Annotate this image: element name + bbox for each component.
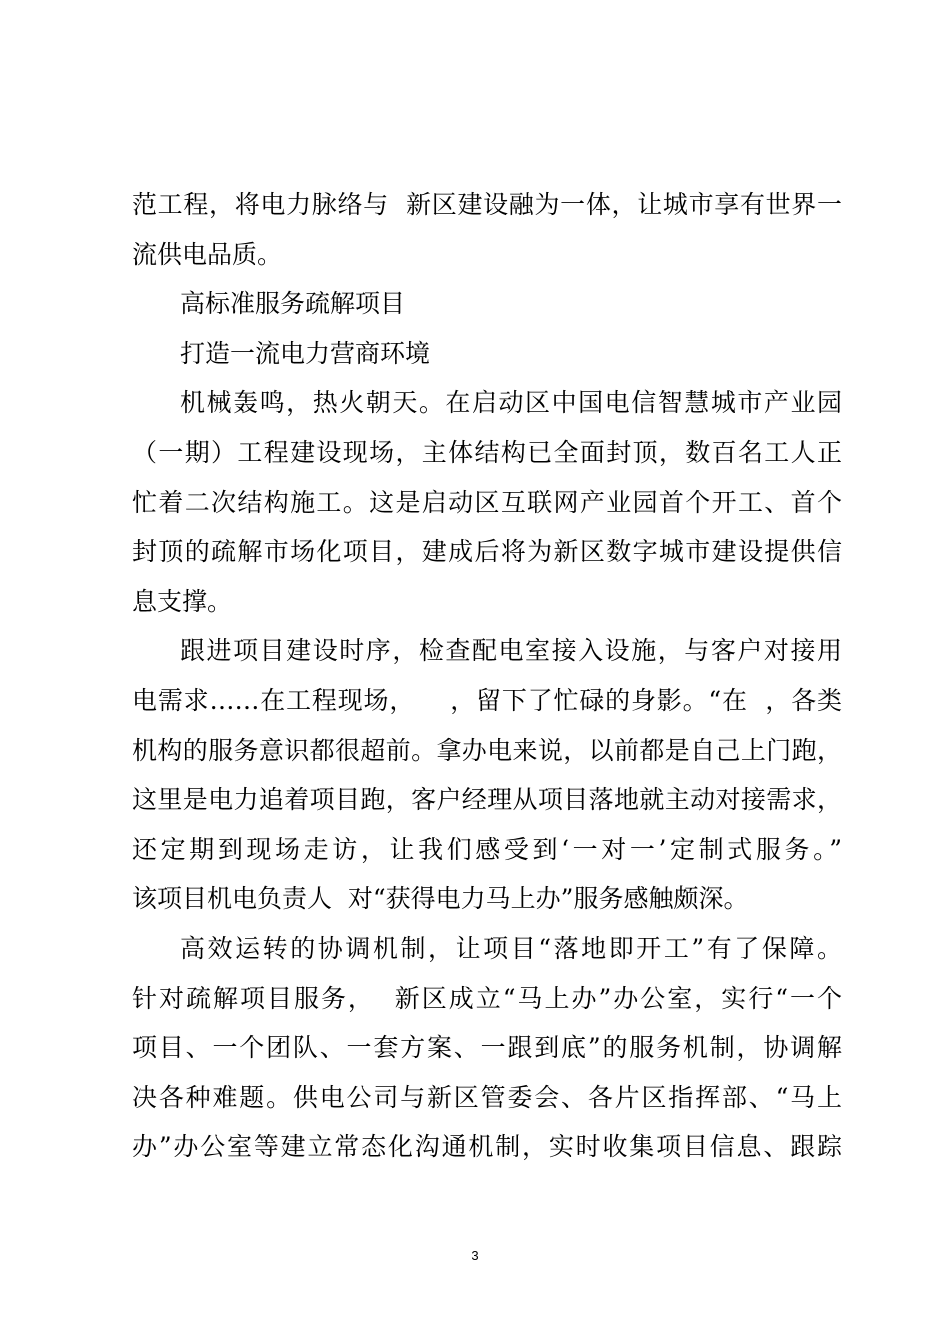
text-line: （一期）工程建设现场，主体结构已全面封顶，数百名工人正 xyxy=(132,437,842,467)
text-line: 决各种难题。供电公司与新区管委会、各片区指挥部、“马上 xyxy=(132,1082,842,1112)
text-line: 针对疏解项目服务， 新区成立“马上办”办公室，实行“一个 xyxy=(132,983,842,1013)
text-line: 息支撑。 xyxy=(132,586,233,616)
section-heading: 高标准服务疏解项目 xyxy=(180,289,406,319)
paragraph-first-line: 高效运转的协调机制，让项目“落地即开工”有了保障。 xyxy=(180,933,842,963)
text-line: 该项目机电负责人 对“获得电力马上办”服务感触颇深。 xyxy=(132,884,749,914)
text-line: 办”办公室等建立常态化沟通机制，实时收集项目信息、跟踪 xyxy=(132,1132,842,1162)
text-line: 封顶的疏解市场化项目，建成后将为新区数字城市建设提供信 xyxy=(132,537,842,567)
section-heading: 打造一流电力营商环境 xyxy=(180,338,431,368)
text-line: 机构的服务意识都很超前。拿办电来说，以前都是自己上门跑， xyxy=(132,735,842,765)
body-text xyxy=(132,180,842,1172)
text-line: 项目、一个团队、一套方案、一跟到底”的服务机制，协调解 xyxy=(132,1033,842,1063)
text-line: 范工程，将电力脉络与 新区建设融为一体，让城市享有世界一 xyxy=(132,190,842,219)
paragraph-first-line: 跟进项目建设时序，检查配电室接入设施，与客户对接用 xyxy=(180,636,842,666)
text-line: 忙着二次结构施工。这是启动区互联网产业园首个开工、首个 xyxy=(132,487,842,517)
paragraph-first-line: 机械轰鸣，热火朝天。在启动区中国电信智慧城市产业园 xyxy=(180,388,842,418)
text-line: 这里是电力追着项目跑，客户经理从项目落地就主动对接需求， xyxy=(132,785,842,815)
page-number: 3 xyxy=(471,1248,479,1263)
text-line: 电需求……在工程现场， ，留下了忙碌的身影。“在 ，各类 xyxy=(132,685,842,715)
text-line: 流供电品质。 xyxy=(132,239,283,269)
text-line: 还定期到现场走访，让我们感受到‘一对一’定制式服务。” xyxy=(132,834,842,864)
